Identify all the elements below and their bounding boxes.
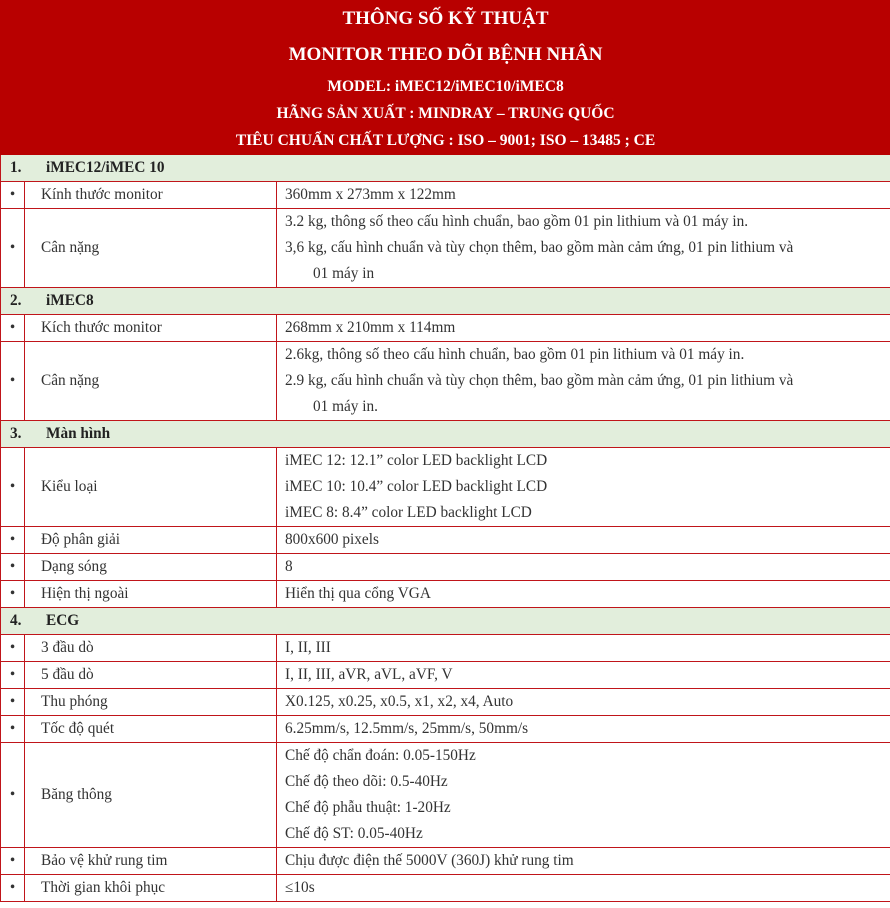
section-header	[1, 421, 890, 448]
bullet-icon: •	[1, 315, 25, 342]
spec-value-line: Chế độ theo dõi: 0.5-40Hz	[285, 773, 448, 790]
spec-row	[1, 527, 890, 554]
title-line-1: THÔNG SỐ KỸ THUẬT	[342, 8, 549, 29]
spec-value	[277, 848, 890, 875]
spec-value-line: ≤10s	[285, 879, 315, 896]
bullet-icon: •	[1, 581, 25, 608]
spec-row	[1, 662, 890, 689]
spec-row	[1, 689, 890, 716]
spec-row	[1, 635, 890, 662]
bullet-icon: •	[1, 209, 25, 288]
title-line-2: MONITOR THEO DÕI BỆNH NHÂN	[288, 44, 603, 65]
section-title: iMEC12/iMEC 10	[46, 159, 165, 176]
section-number: 3.	[10, 425, 22, 442]
spec-row	[1, 743, 890, 848]
spec-value-line: 2.6kg, thông số theo cấu hình chuẩn, bao gồm 01 pin lithium và 01 máy in.	[285, 346, 745, 363]
spec-row	[1, 848, 890, 875]
spec-value-line: 360mm x 273mm x 122mm	[285, 186, 456, 203]
bullet-icon: •	[1, 716, 25, 743]
spec-value-line: Chế độ chẩn đoán: 0.05-150Hz	[285, 747, 476, 764]
spec-value-line: 2.9 kg, cấu hình chuẩn và tùy chọn thêm, bao gồm màn cảm ứng, 01 pin lithium và	[285, 372, 794, 389]
section-header	[1, 608, 890, 635]
spec-value-line: iMEC 10: 10.4” color LED backlight LCD	[285, 478, 548, 495]
spec-row	[1, 315, 890, 342]
spec-label: Kích thước monitor	[25, 315, 277, 342]
spec-value-line: 268mm x 210mm x 114mm	[285, 319, 456, 336]
spec-value	[277, 315, 890, 342]
bullet-icon: •	[1, 448, 25, 527]
spec-value-line: 8	[285, 558, 293, 575]
spec-label: Cân nặng	[25, 342, 277, 421]
spec-row	[1, 581, 890, 608]
spec-value-line: I, II, III	[285, 639, 331, 656]
spec-row	[1, 716, 890, 743]
spec-row	[1, 554, 890, 581]
bullet-icon: •	[1, 689, 25, 716]
bullet-icon: •	[1, 182, 25, 209]
spec-label: Thời gian khôi phục	[25, 875, 277, 902]
spec-value-line: Hiển thị qua cổng VGA	[285, 585, 431, 602]
spec-value-line: 3.2 kg, thông số theo cấu hình chuẩn, bao gồm 01 pin lithium và 01 máy in.	[285, 213, 749, 230]
spec-value	[277, 716, 890, 743]
spec-value-line: X0.125, x0.25, x0.5, x1, x2, x4, Auto	[285, 693, 514, 710]
spec-value	[277, 689, 890, 716]
spec-label: Kiểu loại	[25, 448, 277, 527]
spec-row	[1, 182, 890, 209]
spec-value	[277, 209, 890, 288]
title-row	[1, 1, 890, 155]
spec-value	[277, 527, 890, 554]
spec-row	[1, 209, 890, 288]
bullet-icon: •	[1, 848, 25, 875]
spec-value-line: 01 máy in	[313, 265, 375, 282]
section-header	[1, 288, 890, 315]
spec-value-line: Chịu được điện thế 5000V (360J) khử rung tim	[285, 852, 574, 869]
section-title: ECG	[46, 612, 80, 629]
spec-table-body	[1, 1, 890, 902]
spec-label: Tốc độ quét	[25, 716, 277, 743]
spec-label: Cân nặng	[25, 209, 277, 288]
section-number: 1.	[10, 159, 22, 176]
bullet-icon: •	[1, 875, 25, 902]
spec-value	[277, 635, 890, 662]
spec-value	[277, 342, 890, 421]
spec-label: 5 đầu dò	[25, 662, 277, 689]
section-title: Màn hình	[46, 425, 111, 442]
spec-value-line: 800x600 pixels	[285, 531, 379, 548]
manufacturer-line: HÃNG SẢN XUẤT : MINDRAY – TRUNG QUỐC	[276, 105, 615, 122]
model-line: MODEL: iMEC12/iMEC10/iMEC8	[327, 78, 564, 95]
spec-value-line: 01 máy in.	[313, 398, 379, 415]
spec-label: Bảo vệ khử rung tim	[25, 848, 277, 875]
bullet-icon: •	[1, 342, 25, 421]
spec-label: Băng thông	[25, 743, 277, 848]
section-header-row	[1, 421, 890, 448]
spec-value-line: I, II, III, aVR, aVL, aVF, V	[285, 666, 453, 683]
section-header-row	[1, 608, 890, 635]
spec-label: Hiện thị ngoài	[25, 581, 277, 608]
spec-label: Thu phóng	[25, 689, 277, 716]
spec-label: Kính thước monitor	[25, 182, 277, 209]
spec-value	[277, 743, 890, 848]
section-number: 4.	[10, 612, 22, 629]
spec-value	[277, 662, 890, 689]
spec-row	[1, 342, 890, 421]
bullet-icon: •	[1, 635, 25, 662]
spec-value	[277, 182, 890, 209]
section-header-row	[1, 288, 890, 315]
spec-value	[277, 554, 890, 581]
spec-value	[277, 581, 890, 608]
spec-value-line: Chế độ ST: 0.05-40Hz	[285, 825, 423, 842]
spec-label: 3 đầu dò	[25, 635, 277, 662]
spec-value	[277, 448, 890, 527]
bullet-icon: •	[1, 662, 25, 689]
spec-label: Độ phân giải	[25, 527, 277, 554]
spec-label: Dạng sóng	[25, 554, 277, 581]
section-header-row	[1, 155, 890, 182]
section-header	[1, 155, 890, 182]
bullet-icon: •	[1, 743, 25, 848]
spec-value-line: iMEC 8: 8.4” color LED backlight LCD	[285, 504, 532, 521]
section-title: iMEC8	[46, 292, 94, 309]
spec-value	[277, 875, 890, 902]
spec-row	[1, 875, 890, 902]
spec-row	[1, 448, 890, 527]
spec-value-line: Chế độ phẫu thuật: 1-20Hz	[285, 799, 451, 816]
standard-line: TIÊU CHUẨN CHẤT LƯỢNG : ISO – 9001; ISO – 13485 ; CE	[235, 132, 656, 149]
section-number: 2.	[10, 292, 22, 309]
bullet-icon: •	[1, 527, 25, 554]
title-banner	[1, 1, 890, 155]
spec-value-line: iMEC 12: 12.1” color LED backlight LCD	[285, 452, 548, 469]
spec-value-line: 3,6 kg, cấu hình chuẩn và tùy chọn thêm, bao gồm màn cảm ứng, 01 pin lithium và	[285, 239, 794, 256]
bullet-icon: •	[1, 554, 25, 581]
spec-value-line: 6.25mm/s, 12.5mm/s, 25mm/s, 50mm/s	[285, 720, 529, 737]
